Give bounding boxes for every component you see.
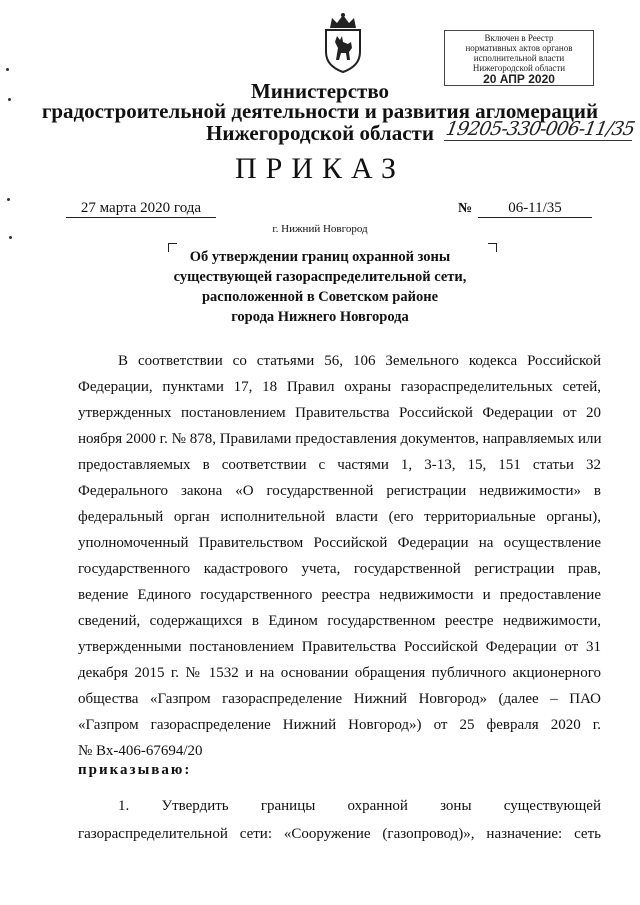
order-number-label: № (458, 201, 473, 216)
scan-speck (7, 198, 10, 201)
body-line: утвержденных постановлением Правительства Российской Федерации от 20 (78, 405, 601, 421)
body-line: уполномоченный Правительством Российской Федерации на осуществление (78, 535, 601, 551)
order-number: 06-11/35 (478, 200, 592, 218)
stamp-line1: Включен в Реестр (484, 33, 554, 43)
order-subject (0, 247, 640, 327)
body-line: государственного кадастрового учета, государственной регистрации прав, (78, 561, 601, 577)
scan-speck (8, 98, 11, 101)
stamp-line2: нормативных актов органов (465, 43, 573, 53)
subject-line4: города Нижнего Новгорода (231, 309, 409, 325)
registration-number: 19205-330-006-11/35 (444, 118, 637, 140)
stamp-line4: Нижегородской области (472, 63, 566, 73)
coat-of-arms-icon (318, 12, 368, 74)
ministry-name-line1: Министерство (250, 79, 390, 103)
body-line: федеральный орган исполнительной власти (его территориальные органы), (78, 509, 601, 525)
registry-stamp (444, 30, 594, 86)
body-line: В соответствии со статьями 56, 106 Земельного кодекса Российской (118, 353, 601, 369)
body-line: общества «Газпром газораспределение Нижний Новгород» (далее – ПАО (78, 691, 601, 707)
body-line: «Газпром газораспределение Нижний Новгород») от 25 февраля 2020 г. (78, 717, 601, 733)
order-date: 27 марта 2020 года (66, 200, 216, 218)
stamp-date: 20 АПР 2020 (483, 72, 555, 86)
ministry-name-line3: Нижегородской области (206, 121, 434, 145)
stamp-line3: исполнительной власти (473, 53, 565, 63)
directive-word: приказываю: (78, 762, 192, 778)
order-city: г. Нижний Новгород (272, 223, 368, 235)
body-line: утвержденными постановлением Правительства Российской Федерации от 31 (78, 639, 601, 655)
body-line: декабря 2015 г. № 1532 и на основании обращения публичного акционерного (78, 665, 601, 681)
body-line: предоставляемых в соответствии с частями 1, 3-13, 15, 151 статьи 32 (78, 457, 601, 473)
body-line: Федерального закона «О государственной регистрации недвижимости» в (78, 483, 601, 499)
body-line: Федерации, пунктами 17, 18 Правил охраны газораспределительных сетей, (78, 379, 601, 395)
body-line: сведений, содержащихся в Едином государственном реестре недвижимости, (78, 613, 601, 629)
body-line: ноября 2000 г. № 878, Правилами предоставления документов, направляемых или (78, 431, 602, 447)
subject-line1: Об утверждении границ охранной зоны (189, 249, 451, 265)
item-line: 1. Утвердить границы охранной зоны существующей (118, 798, 601, 814)
body-line: ведение Единого государственного реестра недвижимости и предоставление (78, 587, 601, 603)
scan-speck (6, 68, 9, 71)
preamble-paragraph (78, 348, 601, 764)
order-title: ПРИКАЗ (235, 152, 405, 185)
subject-line3: расположенной в Советском районе (201, 289, 439, 305)
ministry-name-line2: градостроительной деятельности и развития агломераций (41, 99, 599, 123)
item-line: газораспределительной сети: «Сооружение (газопровод)», назначение: сеть (78, 826, 601, 842)
subject-line2: существующей газораспределительной сети, (173, 269, 467, 285)
order-item-1 (78, 792, 601, 848)
scan-speck (9, 236, 12, 239)
body-line: № Вх-406-67694/20 (78, 743, 203, 759)
